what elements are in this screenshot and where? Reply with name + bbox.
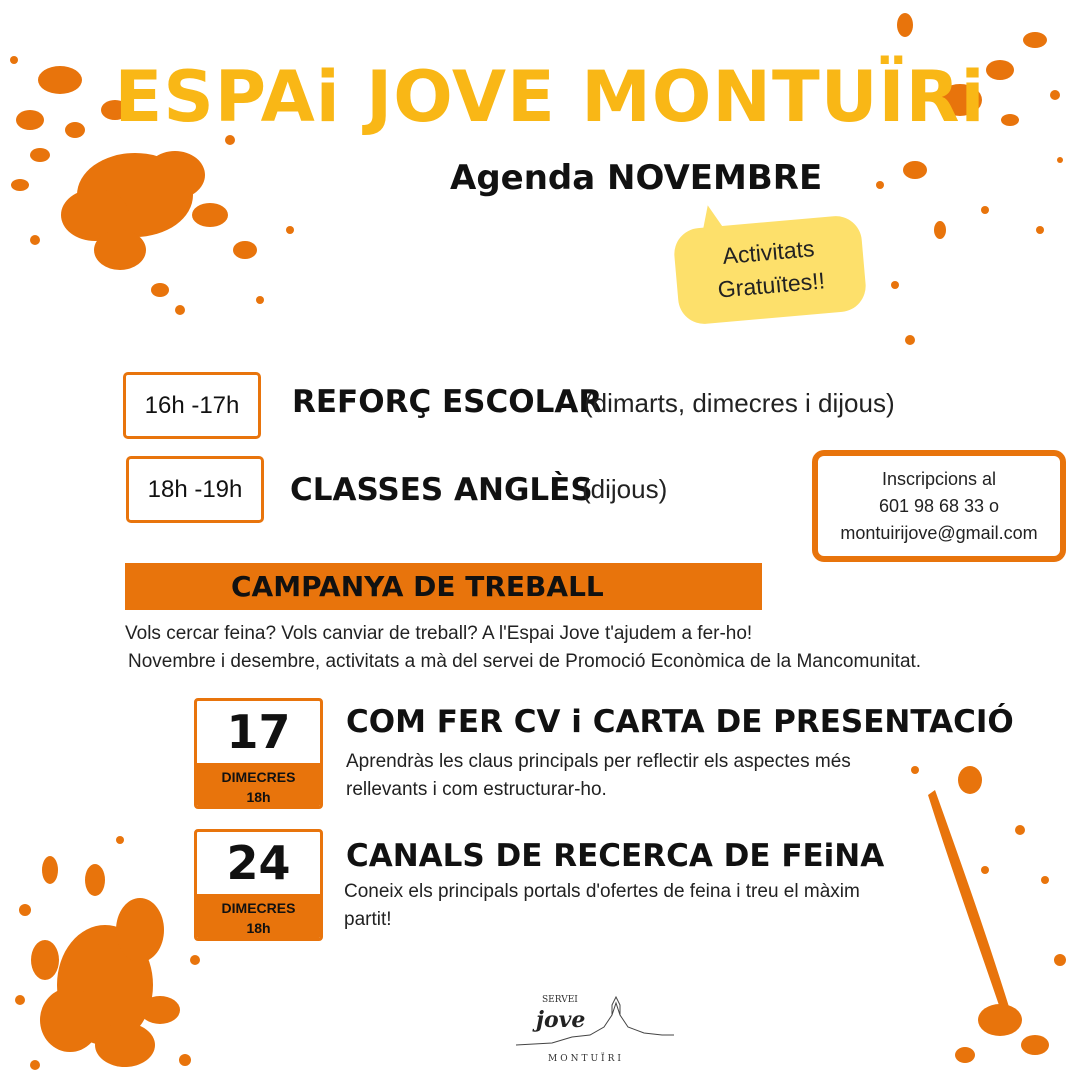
contact-phone: 601 98 68 33 o [878,496,1000,516]
event-weekday-time [197,763,320,806]
page-title: ESPAi JOVE MONTUÏRi [114,56,986,138]
activity-time-box: 18h -19h [126,456,264,523]
campaign-banner: CAMPANYA DE TREBALL [125,563,762,610]
campaign-intro: Novembre i desembre, activitats a mà del servei de Promoció Econòmica de la Mancomunitat. [128,651,922,672]
event-weekday: DIMECRES [221,900,296,916]
event-title: COM FER CV i CARTA DE PRESENTACIÓ [346,704,1014,740]
activity-time-box: 16h -17h [123,372,261,439]
logo-top-text: SERVEI [542,995,578,1005]
logo-middle-text: jove [536,1007,586,1033]
event-title: CANALS DE RECERCA DE FEiNA [346,838,885,874]
bubble-line-1: Activitats [721,235,816,270]
event-day: 17 [226,705,291,759]
event-weekday-time [197,894,320,938]
event-day: 24 [226,836,291,890]
event-weekday: DIMECRES [221,769,296,785]
servei-jove-logo [512,985,677,1065]
contact-email: montuirijove@gmail.com [840,523,1038,543]
event-time: 18h [246,920,271,936]
activity-title: REFORÇ ESCOLAR [292,384,603,420]
campaign-intro: Vols cercar feina? Vols canviar de treball? A l'Espai Jove t'ajudem a fer-ho! [125,623,753,644]
activity-days: (dijous) [582,474,668,504]
event-time: 18h [246,789,271,805]
agenda-subtitle: Agenda NOVEMBRE [450,158,823,198]
bubble-line-2: Gratuïtes!! [716,267,826,303]
event-date-card [194,829,323,941]
contact-label: Inscripcions al [881,469,997,489]
free-activities-bubble [672,214,868,326]
activity-title: CLASSES ANGLÈS [290,472,593,508]
logo-bottom-text: MONTUÏRI [548,1054,624,1064]
contact-box [812,450,1066,562]
event-description: Coneix els principals portals d'ofertes de feina i treu el màxim partit! [344,881,860,930]
event-description: Aprendràs les claus principals per reflectir els aspectes més rellevants i com estructurar-ho. [346,751,851,800]
town-skyline-icon [512,985,677,1065]
event-date-card [194,698,323,809]
activity-days: (dimarts, dimecres i dijous) [584,388,895,418]
